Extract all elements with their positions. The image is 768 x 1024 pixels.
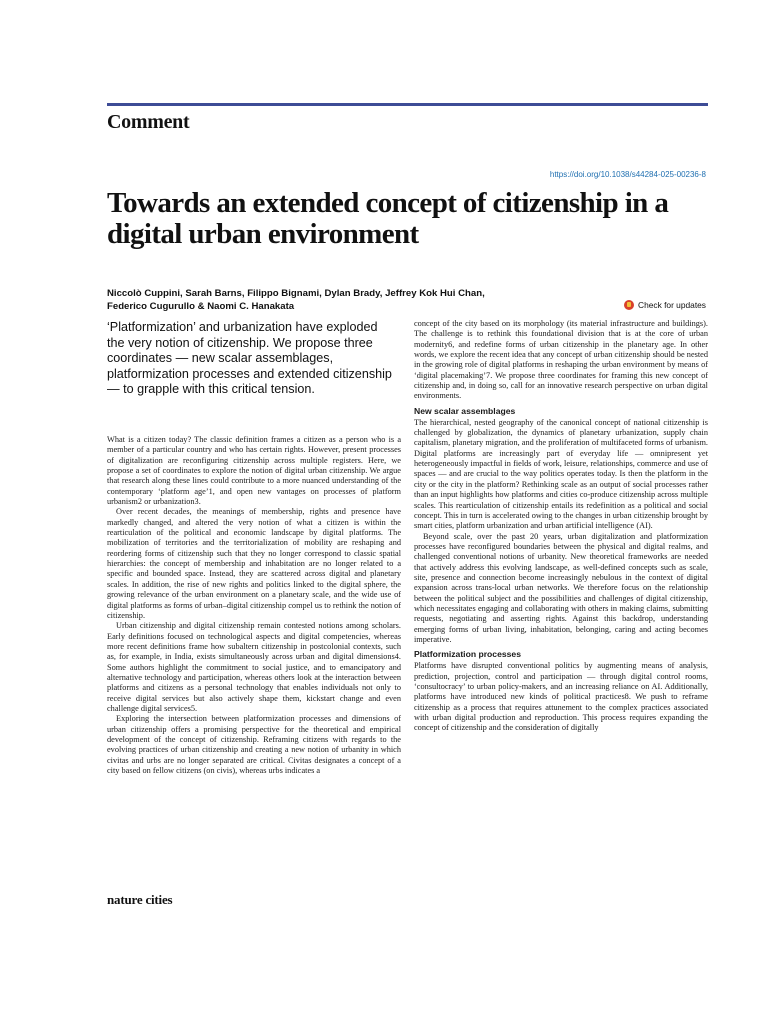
- check-for-updates-label: Check for updates: [638, 300, 706, 310]
- article-title: Towards an extended concept of citizenship in a digital urban environment: [107, 187, 669, 250]
- paragraph: Exploring the intersection between platformization processes and dimensions of urban citizenship offers a promising perspective for the theoretical and empirical development of the concept of citizenship. Reframing citizens with regards to the evolving practices of urban citizenship and creating a new notion of urbanity in which civitas and urbs are no longer separated are critical. Civitas designates a concept of a city based on fellow citizens (on civis), whereas urbs indicates a: [107, 714, 401, 775]
- left-column: [107, 435, 401, 776]
- paragraph: The hierarchical, nested geography of the canonical concept of national citizenship is challenged by globalization, the dynamics of planetary urbanization, supply chain capitalism, planetary migration, and the proliferation of multifaceted forms of urbanism. Digital platforms are increasingly part of everyday life — omnipresent yet heterogeneously impactful in fields of work, leisure, relationships, commerce and use of spaces — and are crucial to the way politics operates today. Is then the platform in the city or the city in the platform? Rethinking scale as an output of social processes rather than an input highlights how platforms and cities co-produce citizenship across multiple scales. This rearticulation of citizenship entails its redefinition as a political and social concept. This in turn is accelerated owing to the changes in urban citizenship brought by smart cities, platform urbanization and urban artificial intelligence (AI).: [414, 417, 708, 531]
- section-heading: New scalar assemblages: [414, 405, 516, 416]
- right-column: [414, 319, 708, 734]
- section-label: Comment: [107, 111, 190, 133]
- paragraph: Platforms have disrupted conventional politics by augmenting means of analysis, prediction, projection, control and participation — through digital control rooms, ‘consultocracy’ to urban policy-makers, and an increasing reliance on AI. Additionally, platforms have introduced new kinds of political practices8. We push to reframe citizenship as a process that requires attunement to the complex practices associated with urban digital production and reproduction. This process requires expanding the concept of citizenship and the consideration of digitally: [414, 661, 708, 733]
- paragraph: Urban citizenship and digital citizenship remain contested notions among scholars. Early definitions focused on technological aspects and digital competencies, whereas more recent definitions frame how subaltern citizenship in postcolonial contexts, such as, for example, in India, exists simultaneously across urban and digital dimensions4. Some authors highlight the commitment to social justice, and to emancipatory and alternative technology and participation, whereas others look at the interaction between platforms and citizens as a personal technology that enables individuals not only to receive digital services but also actively shape them, kickstart change and even challenge digital services5.: [107, 621, 401, 713]
- author-list: [107, 287, 577, 313]
- header-rule: [107, 103, 708, 106]
- crossmark-icon: [624, 300, 634, 310]
- authors-line-2: Federico Cugurullo & Naomi C. Hanakata: [107, 301, 295, 312]
- journal-logo: nature cities: [107, 892, 173, 907]
- standfirst: ‘Platformization’ and urbanization have exploded the very notion of citizenship. We propose three coordinates — new scalar assemblages, platformization processes and extended citizenship — to grapple with this critical tension.: [107, 320, 392, 396]
- doi-link[interactable]: https://doi.org/10.1038/s44284-025-00236-8: [549, 170, 706, 179]
- paragraph: Over recent decades, the meanings of membership, rights and presence have markedly changed, and altered the very notion of what a citizen is within the rearticulation of the political and economic landscape by digital platforms. The mobilization of territories and the territorialization of mobility are reshaping and reordering forms of citizenship such that they no longer correspond to classic spatial hierarchies: the concept of membership and inhabitation are no longer related to a specific and bounded space. Instead, they are scattered across digital and planetary scales. In addition, the rise of new rights and politics linked to the digital sphere, the growing relevance of the urban environment on a planetary scale, and the wide use of digital platforms as forms of urban–digital citizenship compel us to rethink the notion of citizenship.: [107, 507, 401, 620]
- paragraph: concept of the city based on its morphology (its material infrastructure and buildings). The challenge is to rethink this foundational division that is at the core of urban modernity6, and redefine forms of urban citizenship in the planetary age. In other words, we explore the recent idea that any concept of urban citizenship should be nested in the growing role of digital platforms in reshaping the urban environment by means of ‘digital placemaking’7. We propose three coordinates for framing this new concept of citizenship and, in doing so, call for an innovative research perspective on urban digital environments.: [414, 319, 708, 401]
- paragraph: What is a citizen today? The classic definition frames a citizen as a person who is a member of a particular country and who has certain rights. However, present processes of digitalization are reconfiguring citizenship across multiple registers. Here, we propose a set of coordinates to explore the notion of digital urban citizenship. We argue that research along these lines could contribute to a more nuanced understanding of the contemporary ‘platform age’1, and open new vantages on processes of platform urbanism2 or urbanization3.: [107, 435, 401, 507]
- check-for-updates-button[interactable]: [624, 300, 706, 310]
- authors-line-1: Niccolò Cuppini, Sarah Barns, Filippo Bignami, Dylan Brady, Jeffrey Kok Hui Chan,: [107, 288, 485, 299]
- section-heading: Platformization processes: [414, 649, 521, 660]
- paragraph: Beyond scale, over the past 20 years, urban digitalization and platformization processes have reconfigured boundaries between the physical and digital realms, and challenged conventional notions of urbanity. New theoretical frameworks are needed that actively address this evolving landscape, as well-defined concepts such as scale, site, presence and connection become increasingly nebulous in the context of digital expansion across trans-local urban networks. We therefore focus on the relationship between the political subject and the possibilities and challenges of digital citizenship, which necessitates engaging and collaborating with others in making claims, submitting requests, negotiating and asserting rights. Against this backdrop, understanding emerging forms of urban living, inhabitation, belonging, caring and acting becomes imperative.: [414, 531, 708, 644]
